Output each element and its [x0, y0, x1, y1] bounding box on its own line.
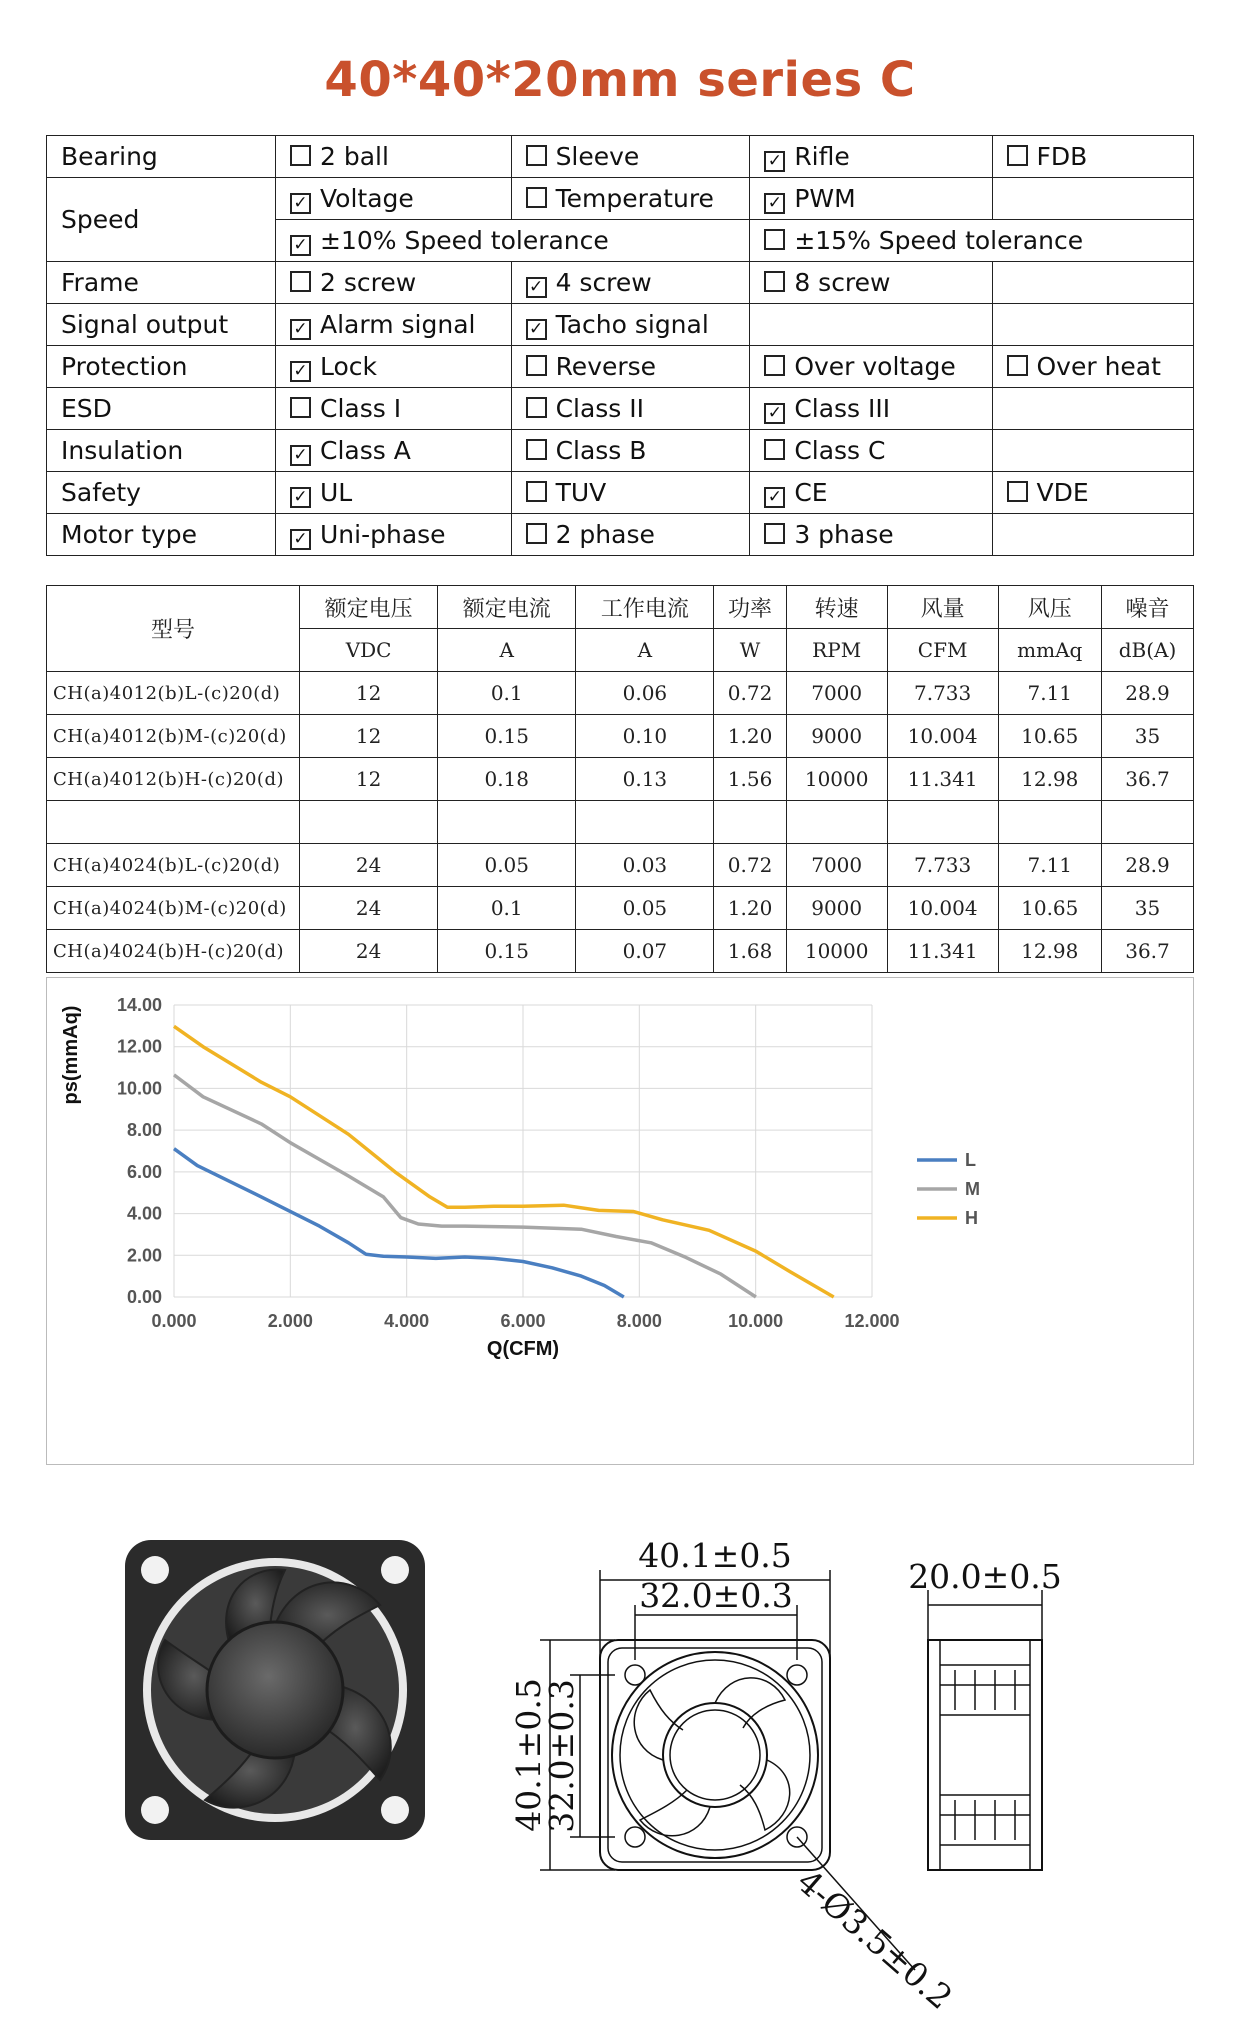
x-tick-label: 4.000 [384, 1311, 430, 1331]
checkbox-unchecked [1007, 355, 1028, 376]
spec-header: 风量 [887, 586, 998, 629]
spec-value-cell: 1.20 [714, 715, 786, 758]
feature-cell [992, 304, 1194, 346]
feature-table [46, 135, 1194, 556]
checkbox-unchecked [290, 397, 311, 418]
feature-label: ESD [47, 388, 276, 430]
feature-cell [992, 388, 1194, 430]
spec-unit: A [438, 629, 576, 672]
spec-value-cell: 1.68 [714, 930, 786, 973]
mount-hole [141, 1556, 169, 1584]
feature-cell [511, 514, 750, 556]
feature-cell [276, 136, 512, 178]
feature-cell [750, 430, 992, 472]
feature-option-label: Rifle [794, 142, 850, 171]
feature-cell [750, 304, 992, 346]
dim-height-hole: 32.0±0.3 [542, 1679, 581, 1833]
chart-svg [47, 978, 1195, 1466]
y-tick-label: 0.00 [126, 1287, 162, 1307]
checkbox-unchecked [764, 439, 785, 460]
feature-option-label: PWM [794, 184, 856, 213]
spec-value-cell: 12 [300, 758, 438, 801]
mount-hole [381, 1796, 409, 1824]
spec-row [47, 715, 1194, 758]
spec-value-cell: 1.20 [714, 887, 786, 930]
spec-value-cell: 7000 [786, 672, 887, 715]
checkbox-unchecked [290, 271, 311, 292]
feature-cell [511, 472, 750, 514]
feature-cell [276, 262, 512, 304]
spec-model-cell: CH(a)4012(b)M-(c)20(d) [47, 715, 300, 758]
spec-unit: VDC [300, 629, 438, 672]
feature-option-label: 2 screw [320, 268, 417, 297]
spec-value-cell: 12.98 [998, 758, 1102, 801]
spec-row [47, 844, 1194, 887]
feature-row [47, 430, 1194, 472]
spec-value-cell: 12 [300, 715, 438, 758]
checkbox-unchecked [764, 523, 785, 544]
spec-value-cell: 10.004 [887, 715, 998, 758]
spec-row [47, 758, 1194, 801]
feature-row [47, 472, 1194, 514]
feature-cell [511, 262, 750, 304]
spec-unit: CFM [887, 629, 998, 672]
feature-label: Frame [47, 262, 276, 304]
spec-value-cell: 0.10 [576, 715, 714, 758]
spec-value-cell: 24 [300, 930, 438, 973]
spec-value-cell: 0.05 [576, 887, 714, 930]
feature-cell [276, 346, 512, 388]
spec-row [47, 672, 1194, 715]
spec-unit: dB(A) [1102, 629, 1194, 672]
side-dimension-drawing [900, 1510, 1070, 1870]
spec-value-cell: 28.9 [1102, 844, 1194, 887]
spec-value-cell: 9000 [786, 887, 887, 930]
spec-header: 风压 [998, 586, 1102, 629]
spec-value-cell: 7.733 [887, 672, 998, 715]
spec-value-cell: 35 [1102, 887, 1194, 930]
feature-option-label: Reverse [555, 352, 657, 381]
checkbox-unchecked [764, 355, 785, 376]
feature-option-label: Class C [794, 436, 886, 465]
spec-value-cell: 0.15 [438, 930, 576, 973]
feature-cell [511, 388, 750, 430]
feature-option-label: Uni-phase [320, 520, 446, 549]
feature-row [47, 262, 1194, 304]
spec-unit: W [714, 629, 786, 672]
spec-header: 额定电压 [300, 586, 438, 629]
feature-cell [750, 136, 992, 178]
feature-option-label: Over heat [1036, 352, 1161, 381]
feature-cell [276, 514, 512, 556]
checkbox-unchecked [526, 145, 547, 166]
checkbox-checked: ✓ [290, 193, 311, 214]
feature-cell [750, 514, 992, 556]
spec-value-cell [714, 801, 786, 844]
feature-cell [750, 262, 992, 304]
x-tick-label: 8.000 [616, 1311, 662, 1331]
feature-option-label: Class II [555, 394, 645, 423]
spec-value-cell: 24 [300, 887, 438, 930]
spec-model-cell: CH(a)4024(b)L-(c)20(d) [47, 844, 300, 887]
dim-height-outer: 40.1±0.5 [509, 1678, 548, 1832]
feature-cell [992, 472, 1194, 514]
feature-option-label: Temperature [555, 184, 714, 213]
y-tick-label: 6.00 [126, 1161, 162, 1182]
spec-model-cell: CH(a)4024(b)M-(c)20(d) [47, 887, 300, 930]
feature-cell [276, 304, 512, 346]
spec-value-cell: 7.733 [887, 844, 998, 887]
checkbox-unchecked [526, 355, 547, 376]
spec-value-cell: 36.7 [1102, 930, 1194, 973]
x-tick-label: 6.000 [500, 1311, 546, 1331]
y-axis-label: ps(mmAq) [60, 1005, 82, 1105]
checkbox-checked: ✓ [290, 445, 311, 466]
checkbox-unchecked [1007, 481, 1028, 502]
feature-cell [750, 472, 992, 514]
checkbox-checked: ✓ [764, 193, 785, 214]
spec-model-cell: CH(a)4024(b)H-(c)20(d) [47, 930, 300, 973]
spec-value-cell: 0.06 [576, 672, 714, 715]
feature-cell [992, 136, 1194, 178]
checkbox-checked: ✓ [290, 529, 311, 550]
page-title: 40*40*20mm series C [324, 52, 916, 108]
spec-header: 噪音 [1102, 586, 1194, 629]
feature-option-label: TUV [555, 478, 607, 507]
dim-hole-spec: 4-Ø3.5±0.2 [789, 1861, 961, 2017]
mount-hole [141, 1796, 169, 1824]
checkbox-checked: ✓ [764, 487, 785, 508]
spec-value-cell: 0.15 [438, 715, 576, 758]
spec-model-cell [47, 801, 300, 844]
feature-option-label: Alarm signal [320, 310, 476, 339]
checkbox-unchecked [526, 439, 547, 460]
spec-model-cell: CH(a)4012(b)L-(c)20(d) [47, 672, 300, 715]
spec-value-cell: 9000 [786, 715, 887, 758]
feature-option-label: Class A [320, 436, 411, 465]
feature-option-label: Voltage [320, 184, 414, 213]
spec-value-cell [576, 801, 714, 844]
checkbox-checked: ✓ [764, 403, 785, 424]
spec-value-cell: 35 [1102, 715, 1194, 758]
spec-value-cell: 11.341 [887, 930, 998, 973]
checkbox-checked: ✓ [290, 235, 311, 256]
feature-option-label: Lock [320, 352, 378, 381]
spec-value-cell [1102, 801, 1194, 844]
feature-cell [276, 388, 512, 430]
feature-option-label: Sleeve [555, 142, 640, 171]
spec-value-cell: 7000 [786, 844, 887, 887]
spec-header: 额定电流 [438, 586, 576, 629]
feature-cell [750, 388, 992, 430]
checkbox-unchecked [290, 145, 311, 166]
x-tick-label: 2.000 [267, 1311, 313, 1331]
y-tick-label: 12.00 [116, 1036, 162, 1057]
feature-label: Speed [47, 178, 276, 262]
feature-cell [511, 430, 750, 472]
checkbox-checked: ✓ [290, 361, 311, 382]
y-tick-label: 2.00 [126, 1245, 162, 1266]
feature-label: Bearing [47, 136, 276, 178]
spec-row [47, 887, 1194, 930]
feature-option-label: 8 screw [794, 268, 891, 297]
spec-value-cell [438, 801, 576, 844]
spec-value-cell: 0.72 [714, 844, 786, 887]
spec-value-cell: 12.98 [998, 930, 1102, 973]
legend-label: L [965, 1150, 976, 1170]
x-tick-label: 0.000 [151, 1311, 197, 1331]
feature-cell [750, 178, 992, 220]
spec-value-cell: 10.004 [887, 887, 998, 930]
feature-cell [750, 346, 992, 388]
fan-photo [120, 1535, 430, 1845]
feature-option-label: UL [320, 478, 353, 507]
spec-header-model: 型号 [47, 586, 300, 672]
spec-value-cell: 0.07 [576, 930, 714, 973]
fan-hub [207, 1622, 343, 1758]
spec-value-cell: 0.05 [438, 844, 576, 887]
feature-cell [750, 220, 1194, 262]
feature-label: Safety [47, 472, 276, 514]
feature-option-label: 3 phase [794, 520, 894, 549]
series-line-H [174, 1026, 834, 1297]
feature-row [47, 346, 1194, 388]
feature-cell [992, 262, 1194, 304]
feature-cell [276, 220, 750, 262]
spec-header: 转速 [786, 586, 887, 629]
feature-cell [276, 178, 512, 220]
feature-cell [276, 430, 512, 472]
feature-cell [511, 178, 750, 220]
feature-option-label: Class I [320, 394, 402, 423]
checkbox-unchecked [526, 523, 547, 544]
feature-label: Protection [47, 346, 276, 388]
spec-value-cell: 0.1 [438, 672, 576, 715]
y-tick-label: 14.00 [116, 995, 162, 1015]
spec-unit: A [576, 629, 714, 672]
dim-width-hole: 32.0±0.3 [639, 1576, 793, 1615]
spec-value-cell: 0.18 [438, 758, 576, 801]
checkbox-unchecked [1007, 145, 1028, 166]
feature-cell [511, 346, 750, 388]
checkbox-unchecked [764, 229, 785, 250]
checkbox-unchecked [526, 397, 547, 418]
x-tick-label: 10.000 [728, 1311, 784, 1331]
feature-row [47, 514, 1194, 556]
feature-option-label: Tacho signal [555, 310, 709, 339]
feature-option-label: 4 screw [555, 268, 652, 297]
spec-value-cell: 10000 [786, 758, 887, 801]
series-line-M [174, 1075, 756, 1297]
pq-curve-chart [46, 977, 1194, 1465]
spec-value-cell: 10000 [786, 930, 887, 973]
mount-hole [381, 1556, 409, 1584]
checkbox-unchecked [526, 187, 547, 208]
spec-value-cell: 36.7 [1102, 758, 1194, 801]
spec-unit: mmAq [998, 629, 1102, 672]
front-dimension-drawing [495, 1510, 961, 2017]
feature-option-label: VDE [1036, 478, 1089, 507]
feature-row [47, 178, 1194, 220]
legend-label: M [965, 1179, 980, 1199]
feature-option-label: Class III [794, 394, 891, 423]
spec-row [47, 930, 1194, 973]
spec-unit: RPM [786, 629, 887, 672]
feature-row [47, 304, 1194, 346]
spec-value-cell: 1.56 [714, 758, 786, 801]
y-tick-label: 8.00 [126, 1120, 162, 1141]
spec-value-cell: 0.72 [714, 672, 786, 715]
feature-cell [511, 304, 750, 346]
spec-header: 工作电流 [576, 586, 714, 629]
spec-value-cell: 11.341 [887, 758, 998, 801]
checkbox-unchecked [764, 271, 785, 292]
spec-value-cell: 28.9 [1102, 672, 1194, 715]
feature-label: Signal output [47, 304, 276, 346]
checkbox-checked: ✓ [526, 319, 547, 340]
checkbox-unchecked [526, 481, 547, 502]
feature-option-label: 2 ball [320, 142, 389, 171]
feature-cell [992, 178, 1194, 220]
spec-value-cell [786, 801, 887, 844]
checkbox-checked: ✓ [764, 151, 785, 172]
spec-model-cell: CH(a)4012(b)H-(c)20(d) [47, 758, 300, 801]
series-line-L [174, 1149, 624, 1297]
spec-value-cell: 7.11 [998, 844, 1102, 887]
feature-option-label: ±10% Speed tolerance [320, 226, 609, 255]
feature-cell [992, 346, 1194, 388]
feature-cell [992, 514, 1194, 556]
checkbox-checked: ✓ [290, 487, 311, 508]
spec-value-cell: 0.03 [576, 844, 714, 887]
x-axis-label: Q(CFM) [486, 1338, 560, 1360]
spec-value-cell [998, 801, 1102, 844]
checkbox-checked: ✓ [290, 319, 311, 340]
spec-value-cell: 0.13 [576, 758, 714, 801]
feature-label: Motor type [47, 514, 276, 556]
feature-cell [511, 136, 750, 178]
x-tick-label: 12.000 [844, 1311, 900, 1331]
feature-option-label: ±15% Speed tolerance [794, 226, 1084, 255]
spec-value-cell [887, 801, 998, 844]
spec-value-cell: 0.1 [438, 887, 576, 930]
spec-value-cell: 24 [300, 844, 438, 887]
feature-cell [992, 430, 1194, 472]
feature-label: Insulation [47, 430, 276, 472]
feature-option-label: FDB [1036, 142, 1088, 171]
spec-table [46, 585, 1194, 973]
spec-value-cell [300, 801, 438, 844]
spec-value-cell: 10.65 [998, 715, 1102, 758]
feature-row [47, 136, 1194, 178]
spec-row [47, 801, 1194, 844]
spec-value-cell: 12 [300, 672, 438, 715]
checkbox-checked: ✓ [526, 277, 547, 298]
feature-option-label: Over voltage [794, 352, 956, 381]
spec-value-cell: 7.11 [998, 672, 1102, 715]
y-tick-label: 10.00 [116, 1078, 162, 1099]
dim-thickness: 20.0±0.5 [908, 1557, 1062, 1596]
spec-header: 功率 [714, 586, 786, 629]
feature-option-label: CE [794, 478, 828, 507]
feature-row [47, 388, 1194, 430]
dim-width-outer: 40.1±0.5 [638, 1536, 792, 1575]
legend-label: H [965, 1208, 978, 1228]
feature-option-label: 2 phase [555, 520, 655, 549]
feature-option-label: Class B [555, 436, 647, 465]
y-tick-label: 4.00 [126, 1203, 162, 1224]
spec-value-cell: 10.65 [998, 887, 1102, 930]
feature-cell [276, 472, 512, 514]
